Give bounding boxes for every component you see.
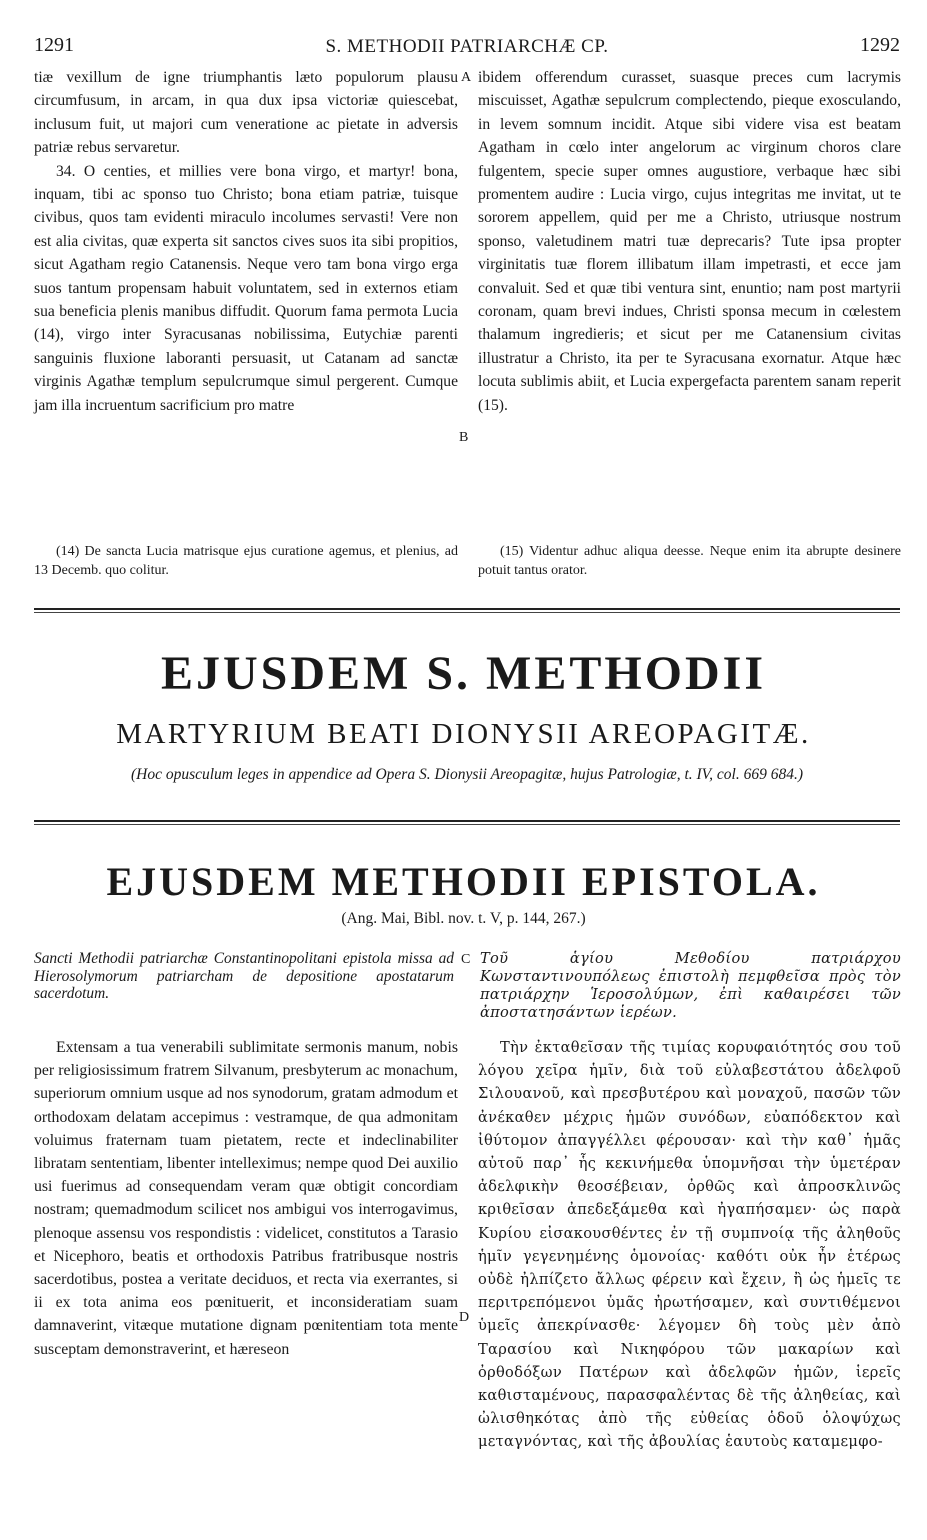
greek-paragraph: Τὴν ἐκταθεῖσαν τῆς τιμίας κορυφαιότητός σου τοῦ λόγου χεῖρα ἡμῖν, διὰ τοῦ εὐλαβεστάτου ἀδελφοῦ Σιλουανοῦ, καὶ πρεσβυτέρου καὶ μοναχοῦ, πασῶν τῶν ἀνέκαθεν μέχρις ἡμῶν συνόδων, εὐαπόδεκτον καὶ ἰθύτομον ἀπαγγέλλει φέρουσαν· καὶ τὴν καθ᾿ ἡμᾶς αὐτοῦ παρ᾿ ἧς κεκινήμεθα ὑπομνῆσαι τὴν ὑμετέραν ἀδελφικὴν θεοσέβειαν, ὀρθῶς καὶ ἀπροσκλινῶς κριθεῖσαν ἀπεδεξάμεθα καὶ ἠγαπήσαμεν· ὡς παρὰ Κυρίου εἰσακουσθέντες ἐν τῇ συμπνοίᾳ τῆς ἀληθοῦς ἡμῖν γεγενημένης ὁμονοίας· καθότι οὐκ ἦν ἑτέρως οὐδὲ ἠλπίζετο ἄλλως φέρειν καὶ ἔχειν, ἢ ὡς ἡμεῖς τε περιτρεπόμενοι ὑμᾶς ἠρωτήσαμεν, καὶ συντιθέμενοι ὑμεῖς ἀπεκρίνασθε· λέγομεν δὴ τοὺς μὲν ἀπὸ Ταρασίου καὶ Νικηφόρου τῶν μακαρίων καὶ ὀρθοδόξων Πατέρων καὶ ἀδελφῶν ἡμῶν, ἱερεῖς καθισταμένους, παρασφαλέντας δὲ τῆς ἀληθείας, καὶ ὠλισθηκότας ἀπὸ τῆς εὐθείας ὁδοῦ ὁλοψύχως μεταγνόντας, καὶ τῆς ἀβουλίας ἑαυτοὺς καταμεμφο- — [478, 1039, 901, 1451]
top-right-column — [478, 66, 901, 417]
latin-column — [34, 1036, 458, 1361]
section-rule — [34, 608, 900, 610]
latin-heading: Sancti Methodii patriarchæ Constantinopolitani epistola missa ad Hierosolymorum patriarcham de depositione apostatarum sacerdotum. — [34, 950, 454, 1003]
margin-letter-a: A — [461, 70, 472, 85]
running-header — [34, 34, 900, 62]
section-note: (Hoc opusculum leges in appendice ad Opera S. Dionysii Areopagitæ, hujus Patrologiæ, t. IV, col. 669 684.) — [130, 766, 804, 783]
greek-heading: Τοῦ ἁγίου Μεθοδίου πατριάρχου Κωνσταντινουπόλεως ἐπιστολὴ πεμφθεῖσα πρὸς τὸν πατριάρχην Ἱεροσολύμων, ἐπὶ καθαιρέσει τῶν ἀποστατησάντων ἱερέων. — [480, 950, 901, 1021]
page-number-right: 1292 — [860, 34, 900, 56]
running-title: S. METHODII PATRIARCHÆ CP. — [325, 36, 609, 57]
top-left-column — [34, 66, 458, 417]
margin-letter-c: C — [461, 952, 471, 967]
footnote-15 — [478, 542, 901, 580]
section-subtitle: MARTYRIUM BEATI DIONYSII AREOPAGITÆ. — [116, 718, 811, 750]
margin-letter-b: B — [459, 430, 469, 445]
page-number-left: 1291 — [34, 34, 74, 56]
footnote-14 — [34, 542, 458, 580]
greek-column — [478, 1036, 901, 1454]
paragraph: 34. O centies, et millies vere bona virgo, et martyr! bona, inquam, tibi ac sponso tuo Christo; bona etiam patriæ, tuisque civibus, quos tam evidenti miraculo incolumes servasti! Vere non est alia civitas, quæ experta sit sanctos cives suos ita sibi propitios, sicut Agatham regio Catanensis. Neque vero tam bona virgo erga suos tantum propensam habuit voluntatem, sed in externos etiam sua beneficia plenis manibus diffudit. Quorum fama permota Lucia (14), virgo inter Syracusanas nobilissima, Eutychiæ parenti sanguinis fluxione laboranti persuasit, ut Catanam ad sanctæ virginis Agathæ templum sepulcrumque simul pergerent. Cumque jam illa incruentum sacrificium pro matre — [34, 162, 458, 414]
epistola-title: EJUSDEM METHODII EPISTOLA. — [106, 859, 821, 904]
section-title: EJUSDEM S. METHODII — [160, 647, 767, 700]
footnote-text: (15) Videntur adhuc aliqua deesse. Neque enim ita abrupte desinere potuit tantus orator. — [478, 544, 901, 578]
section-rule — [34, 820, 900, 822]
footnote-text: (14) De sancta Lucia matrisque ejus curatione agemus, et plenius, ad 13 Decemb. quo colitur. — [34, 544, 458, 578]
paragraph: ibidem offerendum curasset, suasque preces cum lacrymis miscuisset, Agathæ sepulcrum complectendo, pieque exosculando, in levem somnum incidit. Atque sibi videre visa est beatam Agatham in cœlo inter angelorum ac virginum choros clare fulgentem, specie super omnes augustiore, verbaque hæc sibi promentem audire : Lucia virgo, cujus integritas me invitat, ut te sororem appellem, quid per me a Christo, utriusque nostrum sponso, valetudinem matri tuæ deprecaris? Tute ipsa propter virginitatis tuæ florem illibatum illam impetrasti, et ecce jam convaluit. Sed et quæ tibi ventura sint, enuntio; nam post martyrii coronam, quam brevi indues, Christi sponsa mecum in cœlestem thalamum ingredieris; et sicut per me Catanensium civitas illustratur a Christo, ita per te Syracusana exornatur. Atque hæc locuta sublimis abiit, et Lucia expergefacta parentem sanam reperit (15). — [478, 69, 901, 414]
latin-paragraph: Extensam a tua venerabili sublimitate sermonis manum, nobis per religiosissimum fratrem Silvanum, presbyterum ac monachum, superiorum omnium usque ad nos synodorum, gratam admodum et orthodoxam delatam accepimus : vestramque, de qua admonitam voluimus fraternam tuam pietatem, recte et indeclinabiliter libratam sententiam, libenter intelleximus; nempe quod Dei auxilio usi fuerimus ad consequendam veram quæ obtigit concordiam nostram; quemadmodum scilicet nos ambigui vos interrogavimus, plenoque assensu vos respondistis : videlicet, constitutos a Tarasio et Nicephoro, beatis et orthodoxis Patribus fratribusque nostris sacerdotibus, postea a veritate deciduos, et recta via exerrantes, si ii ex tota anima eos pœnituerit, et inconsideratiam suam damnaverint, vitæque mutatione dignam pœnitentiam tota mente susceptam demonstraverint, et hæreseon — [34, 1039, 458, 1358]
margin-letter-d: D — [459, 1310, 470, 1325]
epistola-source: (Ang. Mai, Bibl. nov. t. V, p. 144, 267.) — [341, 910, 586, 927]
paragraph: tiæ vexillum de igne triumphantis læto populorum plausu circumfusum, in arcam, in qua dux ipsa victoriæ quiescebat, inclusum fuit, ut majori cum veneratione ac pietate in adversis patriæ rebus servaretur. — [34, 69, 458, 157]
